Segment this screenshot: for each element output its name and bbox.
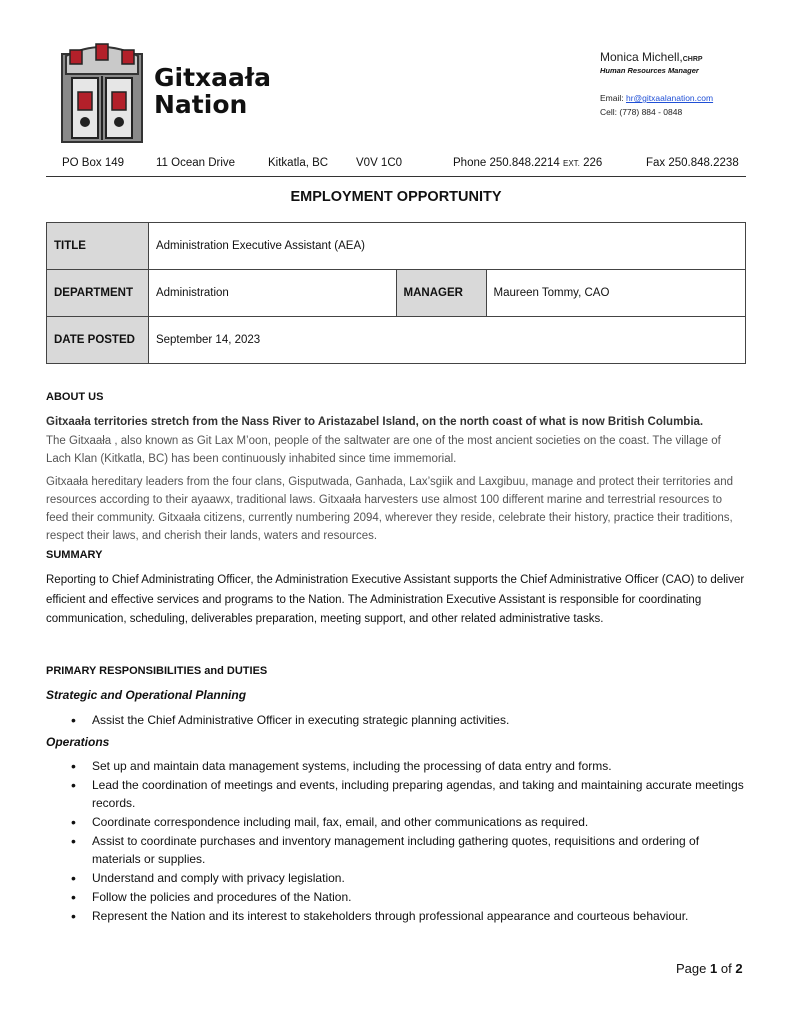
contact-name: Monica Michell, <box>600 50 683 64</box>
phone-ext: 226 <box>583 157 603 169</box>
about-heading: ABOUT US <box>46 391 104 403</box>
page-current: 1 <box>710 961 718 976</box>
organization-name <box>154 64 271 118</box>
address-po-box: PO Box 149 <box>62 157 125 169</box>
contact-name-line <box>600 50 780 64</box>
manager-value: Maureen Tommy, CAO <box>486 270 746 317</box>
about-lead: Gitxaała territories stretch from the Nass River to Aristazabel Island, on the north coast of what is now British Columbia. <box>46 416 704 428</box>
date-posted-label: DATE POSTED <box>47 317 149 364</box>
organization-name-line1: Gitxaała <box>154 63 272 92</box>
department-label: DEPARTMENT <box>47 270 149 317</box>
list-item: • Represent the Nation and its interest to stakeholders through professional appearance and courteous behaviour. <box>46 907 746 925</box>
manager-label: MANAGER <box>396 270 486 317</box>
operations-heading: Operations <box>46 735 110 749</box>
page-heading: EMPLOYMENT OPPORTUNITY <box>290 189 502 205</box>
operations-list <box>46 757 746 926</box>
table-row <box>47 317 746 364</box>
phone-ext-label: EXT. <box>563 159 580 168</box>
contact-block <box>600 50 780 117</box>
summary-text: Reporting to Chief Administrating Officer, the Administration Executive Assistant supports the Chief Administrative Officer (CAO) to deliver efficient and effective services and programs to the Nation. The Administration Executive Assistant is responsible for coordinating communication, scheduling, deliverables preparation, meeting support, and other related administrative tasks. <box>46 574 745 625</box>
job-info-table <box>46 222 746 364</box>
list-item: • Assist the Chief Administrative Officer in executing strategic planning activities. <box>46 711 746 729</box>
page-total: 2 <box>735 961 743 976</box>
page-word: Page <box>676 961 707 976</box>
page-of: of <box>720 961 732 976</box>
address-city: Kitkatla, BC <box>268 157 329 169</box>
responsibilities-heading: PRIMARY RESPONSIBILITIES and DUTIES <box>46 665 268 677</box>
page-number <box>676 961 743 976</box>
gitxaala-crest-logo <box>60 40 144 144</box>
address-fax: Fax 250.848.2238 <box>646 157 739 169</box>
title-value: Administration Executive Assistant (AEA) <box>148 223 745 270</box>
list-item: • Follow the policies and procedures of the Nation. <box>46 888 746 906</box>
address-phone <box>453 157 602 169</box>
list-item: • Assist to coordinate purchases and inventory management including gathering quotes, requisitions and ordering of materials or supplies. <box>46 832 746 868</box>
department-value: Administration <box>148 270 396 317</box>
about-paragraph-2: Gitxaała hereditary leaders from the four clans, Gisputwada, Ganhada, Lax’sgiik and Laxgibuu, manage and protect their territories and resources according to their ayaawx, traditional laws. Gitxaała harvesters use almost 100 different marine and terrestrial resources to feed their community. Gitxaała citizens, currently numbering 2094, wherever they reside, celebrate their history, practice their traditions, respect their laws, and cherish their lands, waters and resources. <box>46 476 733 542</box>
contact-credential: CHRP <box>682 56 703 63</box>
title-label: TITLE <box>47 223 149 270</box>
contact-cell: Cell: (778) 884 - 0848 <box>600 107 683 117</box>
list-item: • Coordinate correspondence including mail, fax, email, and other communications as required. <box>46 813 746 831</box>
about-paragraph-1: The Gitxaała , also known as Git Lax M’oon, people of the saltwater are one of the most ancient societies on the coast. The village of Lach Klan (Kitkatla, BC) has been continuously inhabited since time immemorial. <box>46 435 721 465</box>
table-row <box>47 270 746 317</box>
address-postal: V0V 1C0 <box>356 157 403 169</box>
contact-email-line <box>600 93 780 103</box>
organization-name-line2: Nation <box>154 90 248 119</box>
strategic-heading: Strategic and Operational Planning <box>46 688 247 702</box>
email-label: Email: <box>600 93 624 103</box>
list-item: • Understand and comply with privacy legislation. <box>46 869 746 887</box>
strategic-list <box>46 711 746 730</box>
phone-number: Phone 250.848.2214 <box>453 157 560 169</box>
list-item: • Set up and maintain data management systems, including the processing of data entry and forms. <box>46 757 746 775</box>
table-row <box>47 223 746 270</box>
list-item: • Lead the coordination of meetings and events, including preparing agendas, and taking and maintaining accurate meetings records. <box>46 776 746 812</box>
contact-title: Human Resources Manager <box>600 66 699 75</box>
date-posted-value: September 14, 2023 <box>148 317 745 364</box>
address-street: 11 Ocean Drive <box>156 157 236 169</box>
header-rule <box>46 176 746 177</box>
summary-heading: SUMMARY <box>46 549 103 561</box>
email-link[interactable]: hr@gitxaalanation.com <box>626 93 714 103</box>
